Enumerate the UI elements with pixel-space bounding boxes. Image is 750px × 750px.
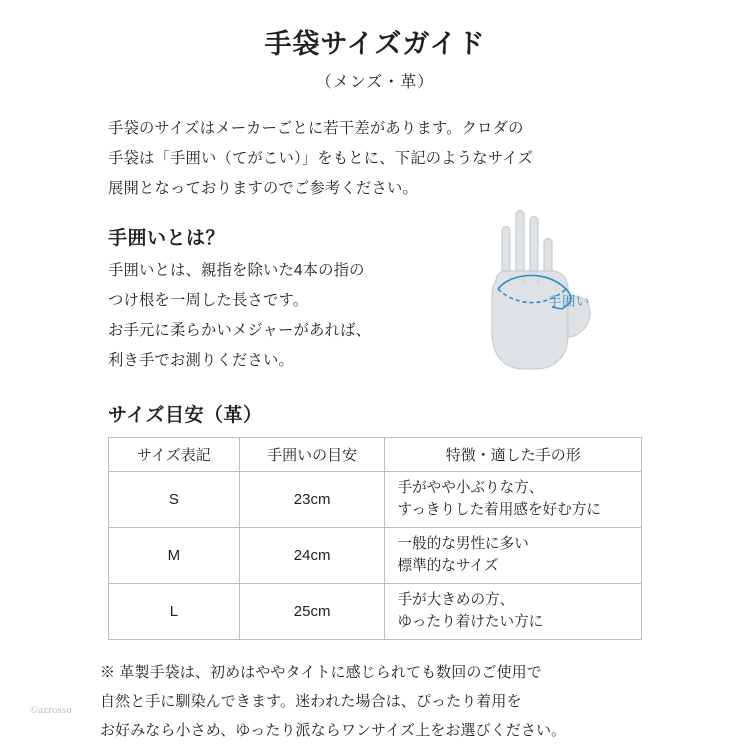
cell-desc bbox=[385, 583, 642, 639]
intro-line-2: 手袋は「手囲い（てがこい）」をもとに、下記のようなサイズ bbox=[108, 149, 534, 167]
size-table-area bbox=[0, 437, 750, 640]
tegakoi-line-3: お手元に柔らかいメジャーがあれば、 bbox=[108, 322, 372, 340]
cell-size: L bbox=[109, 583, 240, 639]
section-heading-size-table: サイズ目安（革） bbox=[108, 404, 263, 426]
cell-size: S bbox=[109, 471, 240, 527]
page-header bbox=[0, 0, 750, 92]
table-row bbox=[109, 583, 642, 639]
table-row bbox=[109, 471, 642, 527]
table-col-header-desc: 特徴・適した手の形 bbox=[385, 437, 642, 471]
table-col-header-size: サイズ表記 bbox=[109, 437, 240, 471]
tegakoi-line-1: 手囲いとは、親指を除いた4本の指の bbox=[108, 262, 365, 280]
tegakoi-line-4: 利き手でお測りください。 bbox=[108, 351, 294, 369]
tegakoi-line-2: つけ根を一周した長さです。 bbox=[108, 292, 309, 310]
cell-desc-line-2: すっきりした着用感を好む方に bbox=[397, 502, 601, 519]
table-col-header-measure: 手囲いの目安 bbox=[239, 437, 385, 471]
table-header-row bbox=[109, 437, 642, 471]
glove-icon bbox=[440, 185, 670, 375]
watermark: ©azrosso bbox=[30, 705, 72, 716]
page-title: 手袋サイズガイド bbox=[264, 29, 486, 59]
cell-measure: 23cm bbox=[239, 471, 385, 527]
cell-measure: 25cm bbox=[239, 583, 385, 639]
cell-size: M bbox=[109, 527, 240, 583]
footnote-line-3: お好みなら小さめ、ゆったり派ならワンサイズ上をお選びください。 bbox=[100, 722, 567, 740]
footnote bbox=[0, 640, 750, 746]
cell-desc bbox=[385, 471, 642, 527]
cell-desc-line-1: 手がやや小ぶりな方、 bbox=[397, 479, 544, 496]
footnote-line-1: ※ 革製手袋は、初めはややタイトに感じられても数回のご使用で bbox=[100, 663, 542, 681]
size-table bbox=[108, 437, 642, 640]
intro-line-3: 展開となっておりますのでご参考ください。 bbox=[108, 179, 418, 197]
cell-desc-line-1: 一般的な男性に多い bbox=[397, 535, 529, 552]
cell-desc-line-2: 標準的なサイズ bbox=[397, 558, 499, 575]
page-subtitle: （メンズ・革） bbox=[315, 74, 435, 91]
tegakoi-label: 手囲い bbox=[548, 294, 590, 309]
table-row bbox=[109, 527, 642, 583]
intro-line-1: 手袋のサイズはメーカーごとに若干差があります。クロダの bbox=[108, 120, 524, 137]
footnote-line-2: 自然と手に馴染んできます。迷われた場合は、ぴったり着用を bbox=[100, 693, 522, 711]
glove-illustration bbox=[440, 185, 670, 375]
section-body-tegakoi bbox=[0, 256, 470, 375]
cell-desc bbox=[385, 527, 642, 583]
cell-desc-line-2: ゆったり着けたい方に bbox=[397, 614, 544, 631]
section-heading-tegakoi: 手囲いとは？ bbox=[108, 228, 226, 250]
cell-measure: 24cm bbox=[239, 527, 385, 583]
cell-desc-line-1: 手が大きめの方、 bbox=[397, 591, 515, 608]
